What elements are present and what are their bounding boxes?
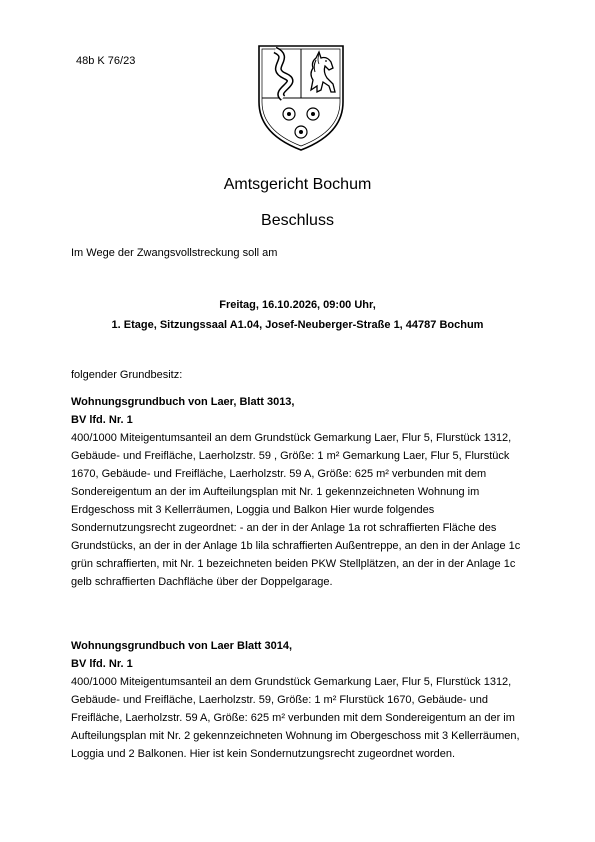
appointment-location: 1. Etage, Sitzungssaal A1.04, Josef-Neuberger-Straße 1, 44787 Bochum [111, 319, 484, 331]
entry-register: Wohnungsgrundbuch von Laer, Blatt 3013, [71, 396, 295, 408]
property-entry [71, 637, 531, 763]
entry-item: BV lfd. Nr. 1 [71, 658, 133, 670]
file-number: 48b K 76/23 [76, 55, 136, 67]
property-intro: folgender Grundbesitz: [71, 369, 183, 381]
appointment-date: Freitag, 16.10.2026, 09:00 Uhr, [219, 299, 376, 311]
court-name: Amtsgericht Bochum [223, 176, 372, 193]
entry-description: 400/1000 Miteigentumsanteil an dem Grundstück Gemarkung Laer, Flur 5, Flurstück 1312, Gebäude- und Freifläche, Laerholzstr. 59, Größe: 1 m² Flurstück 1670, Gebäude- und Freifläche, Laerholzstr. 59 A, Größe: 625 m² verbunden mit dem Sondereigentum an der im Aufteilungsplan mit Nr. 2 gekennzeichneten Wohnung im Obergeschoss mit 3 Kellerräumen, Loggia und 2 Balkonen. Hier ist kein Sondernutzungsrecht zugeordnet worden. [71, 676, 520, 760]
entry-register: Wohnungsgrundbuch von Laer Blatt 3014, [71, 640, 293, 652]
entry-description: 400/1000 Miteigentumsanteil an dem Grundstück Gemarkung Laer, Flur 5, Flurstück 1312, Gebäude- und Freifläche, Laerholzstr. 59 , Größe: 1 m² Gemarkung Laer, Flur 5, Flurstück 1670, Gebäude- und Freifläche, Laerholzstr. 59 A, Größe: 625 m² verbunden mit dem Sondereigentum an der im Aufteilungsplan mit Nr. 1 gekennzeichneten Wohnung im Erdgeschoss mit 3 Kellerräumen, Loggia und Balkon Hier wurde folgendes Sondernutzungsrecht zugeordnet: - an der in der Anlage 1a rot schraffierten Fläche des Grundstücks, an der in der Anlage 1b lila schraffierten Außentreppe, an den in der Anlage 1c grün schraffierten, mit Nr. 1 bezeichneten beiden PKW Stellplätzen, an der in der Anlage 1c gelb schraffierten Dachfläche über der Doppelgarage. [71, 432, 521, 588]
coat-of-arms-icon [253, 40, 349, 154]
intro-text: Im Wege der Zwangsvollstreckung soll am [71, 247, 278, 259]
property-entry [71, 393, 531, 591]
appointment [0, 295, 595, 335]
document-title: Beschluss [261, 212, 334, 229]
entry-item: BV lfd. Nr. 1 [71, 414, 133, 426]
